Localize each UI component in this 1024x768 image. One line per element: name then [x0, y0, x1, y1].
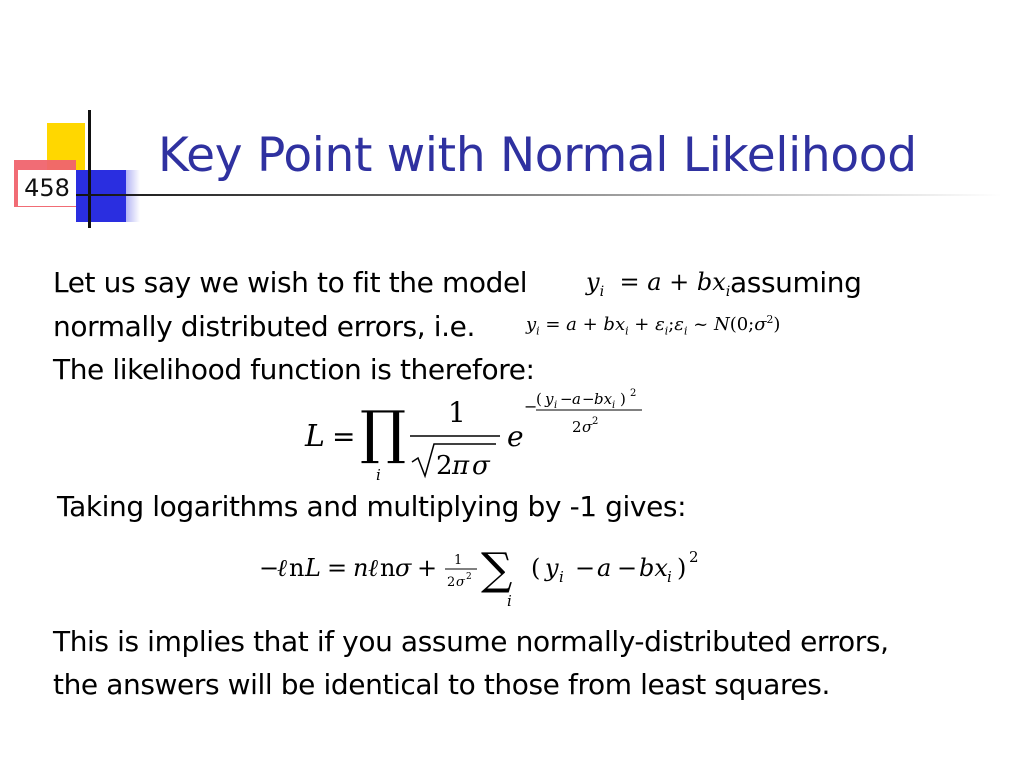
- svg-text:2: 2: [466, 572, 472, 582]
- svg-text:i: i: [667, 568, 672, 586]
- svg-text:): ): [677, 554, 687, 582]
- body-line-4: Taking logarithms and multiplying by -1 gives:: [57, 490, 687, 523]
- svg-text:=: =: [332, 420, 356, 453]
- svg-text:2: 2: [436, 451, 453, 481]
- svg-text:(: (: [536, 390, 542, 408]
- slide-title: Key Point with Normal Likelihood: [158, 128, 917, 183]
- svg-text:i: i: [612, 400, 616, 411]
- svg-text:π: π: [452, 451, 470, 481]
- svg-text:∏: ∏: [360, 398, 407, 466]
- svg-text:a: a: [597, 554, 612, 582]
- equation-model: $y_i = a + bx_i$: [586, 268, 731, 300]
- svg-text:2: 2: [630, 388, 637, 399]
- svg-text:e: e: [507, 420, 524, 453]
- svg-text:a: a: [572, 390, 581, 408]
- svg-text:−: −: [524, 397, 538, 416]
- body-line-3: The likelihood function is therefore:: [53, 353, 535, 386]
- body-line-1-end: assuming: [730, 266, 862, 299]
- svg-text:σ: σ: [456, 575, 465, 590]
- svg-text:i: i: [559, 568, 564, 586]
- svg-text:ℓ: ℓ: [368, 554, 378, 582]
- svg-text:i: i: [554, 400, 558, 411]
- svg-text:i: i: [507, 592, 512, 610]
- svg-text:y: y: [545, 554, 559, 582]
- svg-text:2: 2: [689, 548, 699, 566]
- svg-text:(: (: [531, 554, 541, 582]
- logo-vertical-line: [88, 110, 91, 228]
- svg-text:2: 2: [447, 575, 456, 590]
- svg-text:L: L: [305, 419, 325, 454]
- svg-text:−: −: [259, 554, 280, 582]
- svg-text:n: n: [353, 554, 369, 582]
- svg-text:=: =: [327, 554, 348, 582]
- svg-text:1: 1: [448, 396, 466, 429]
- slide-number: 458: [24, 174, 70, 202]
- equation-errors: $y_i = a + bx_i$ + $\varepsilon_i;\varepsilon_i$ ~ $N(0;\sigma^2)$: [526, 313, 781, 338]
- svg-text:−: −: [560, 390, 573, 408]
- svg-text:−: −: [582, 390, 595, 408]
- svg-text:n: n: [380, 554, 396, 582]
- svg-text:2: 2: [592, 416, 599, 427]
- svg-text:n: n: [289, 554, 305, 582]
- equation-likelihood: [300, 378, 660, 486]
- svg-text:): ): [620, 390, 626, 408]
- svg-text:L: L: [305, 554, 321, 582]
- svg-text:bx: bx: [594, 390, 613, 408]
- body-line-5: This is implies that if you assume normally-distributed errors,: [53, 625, 889, 658]
- svg-text:ℓ: ℓ: [277, 554, 287, 582]
- svg-text:bx: bx: [639, 554, 668, 582]
- body-line-1: Let us say we wish to fit the model: [53, 266, 528, 299]
- logo-blue-fade: [106, 170, 140, 222]
- svg-text:σ: σ: [582, 418, 593, 436]
- svg-text:i: i: [376, 466, 381, 484]
- title-underline: [72, 194, 1002, 196]
- svg-text:y: y: [545, 390, 554, 408]
- svg-text:σ: σ: [472, 451, 490, 481]
- svg-text:−: −: [617, 554, 638, 582]
- svg-text:1: 1: [454, 553, 463, 568]
- svg-text:∑: ∑: [481, 544, 513, 595]
- body-line-6: the answers will be identical to those from least squares.: [53, 668, 830, 701]
- slide-number-box: [18, 170, 76, 206]
- svg-text:2: 2: [572, 418, 582, 436]
- equation-neg-log-likelihood: [255, 536, 715, 616]
- svg-text:σ: σ: [395, 554, 412, 582]
- svg-text:−: −: [575, 554, 596, 582]
- body-line-2: normally distributed errors, i.e.: [53, 310, 475, 343]
- svg-text:+: +: [417, 554, 438, 582]
